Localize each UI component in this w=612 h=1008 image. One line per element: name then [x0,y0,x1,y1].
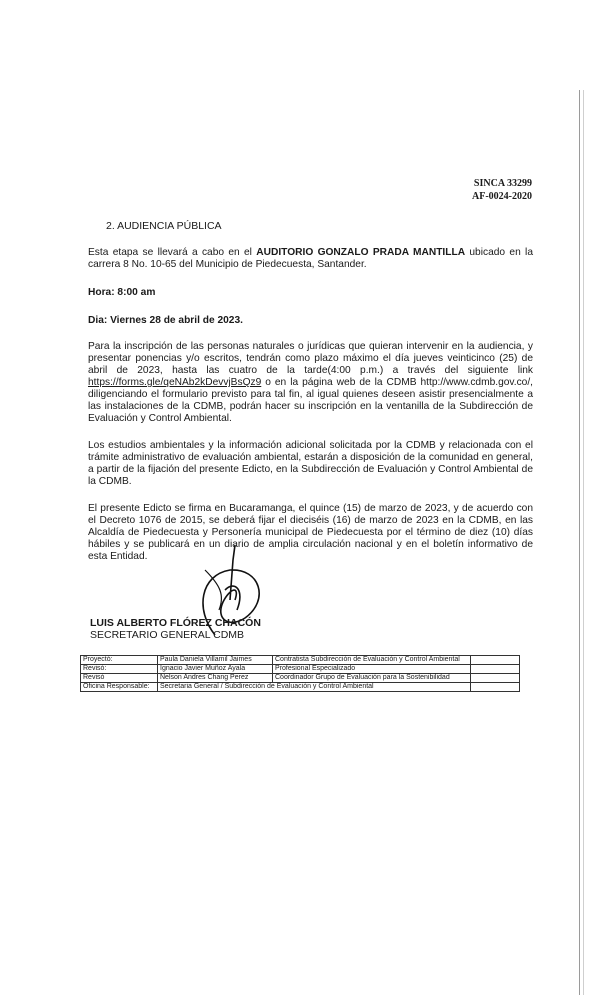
inscription-text: Para la inscripción de las personas naturales o jurídicas que quieran intervenir en la audiencia, y presentar ponencias y/o escritos, tendrán como plazo máximo el día jueves veinticinco (25) de abril de 2023, hasta las cuatro de la tarde(4:00 p.m.) a través del siguiente link [88,341,533,376]
initials-cell [471,665,520,674]
forms-link[interactable]: https://forms.gle/qeNAb2kDevvjBsQz9 [88,377,262,388]
role-cell: Revisó [81,674,158,683]
position-cell: Profesional Especializado [273,665,471,674]
document-reference [472,177,532,203]
scan-edge-line [579,90,580,995]
person-cell: Paula Daniela Villamil Jaimes [158,656,273,665]
initials-cell [471,656,520,665]
edict-paragraph: El presente Edicto se firma en Bucaramanga, el quince (15) de marzo de 2023, y de acuerdo con el Decreto 1076 de 2015, se deberá fijar el dieciséis (16) de marzo de 2023 en la CDMB, en las Alcaldía de Piedecuesta y Personería municipal de Piedecuesta por el término de diez (10) días hábiles y se publicará en un diario de amplia circulación nacional y en el boletín informativo de esta Entidad. [88,503,533,562]
intro-text: Esta etapa se llevará a cabo en el [88,247,257,258]
table-row [81,656,520,665]
signer-title: SECRETARIO GENERAL CDMB [90,629,245,641]
responsibility-table [80,655,520,692]
intro-address: ubicado en la carrera 8 No. 10-65 del Municipio de Piedecuesta, Santander. [88,247,533,270]
person-cell: Ignacio Javier Muñoz Ayala [158,665,273,674]
section-title: 2. AUDIENCIA PÚBLICA [106,220,222,232]
hora-line: Hora: 8:00 am [88,287,156,298]
position-cell: Contratista Subdirección de Evaluación y Control Ambiental [273,656,471,665]
initials-cell [471,674,520,683]
role-cell: Oficina Responsable: [81,683,158,692]
position-cell: Coordinador Grupo de Evaluación para la Sostenibilidad [273,674,471,683]
role-cell: Proyectó: [81,656,158,665]
inscription-paragraph [88,341,533,425]
scan-edge-line-secondary [583,90,584,995]
role-cell: Revisó: [81,665,158,674]
table-row [81,665,520,674]
sinca-number: SINCA 33299 [473,178,532,189]
initials-cell [471,683,520,692]
signer-name: LUIS ALBERTO FLÓREZ CHACÓN [90,617,261,629]
studies-paragraph: Los estudios ambientales y la información adicional solicitada por la CDMB y relacionada con el trámite administrativo de evaluación ambiental, estarán a disposición de la comunidad en general, a partir de la fijación del presente Edicto, en la Subdirección de Evaluación y Control Ambiental de la CDMB. [88,440,533,487]
signature-block [90,617,261,641]
person-cell: Nelson Andres Chang Perez [158,674,273,683]
intro-paragraph [88,247,533,271]
inscription-text-cont: o en la página web de la CDMB http://www.cdmb.gov.co/, diligenciando el formulario previsto para tal fin, al igual quienes deseen asistir presencialmente a las instalaciones de la CDMB, podrán hacer su inscripción en la ventanilla de la Subdirección de Evaluación y Control Ambiental. [88,377,533,424]
dia-line: Dia: Viernes 28 de abril de 2023. [88,315,243,326]
table-row [81,683,520,692]
venue-name: AUDITORIO GONZALO PRADA MANTILLA [256,247,466,258]
table-row [81,674,520,683]
office-cell: Secretaria General / Subdirección de Evaluación y Control Ambiental [158,683,471,692]
file-code: AF-0024-2020 [472,191,532,202]
